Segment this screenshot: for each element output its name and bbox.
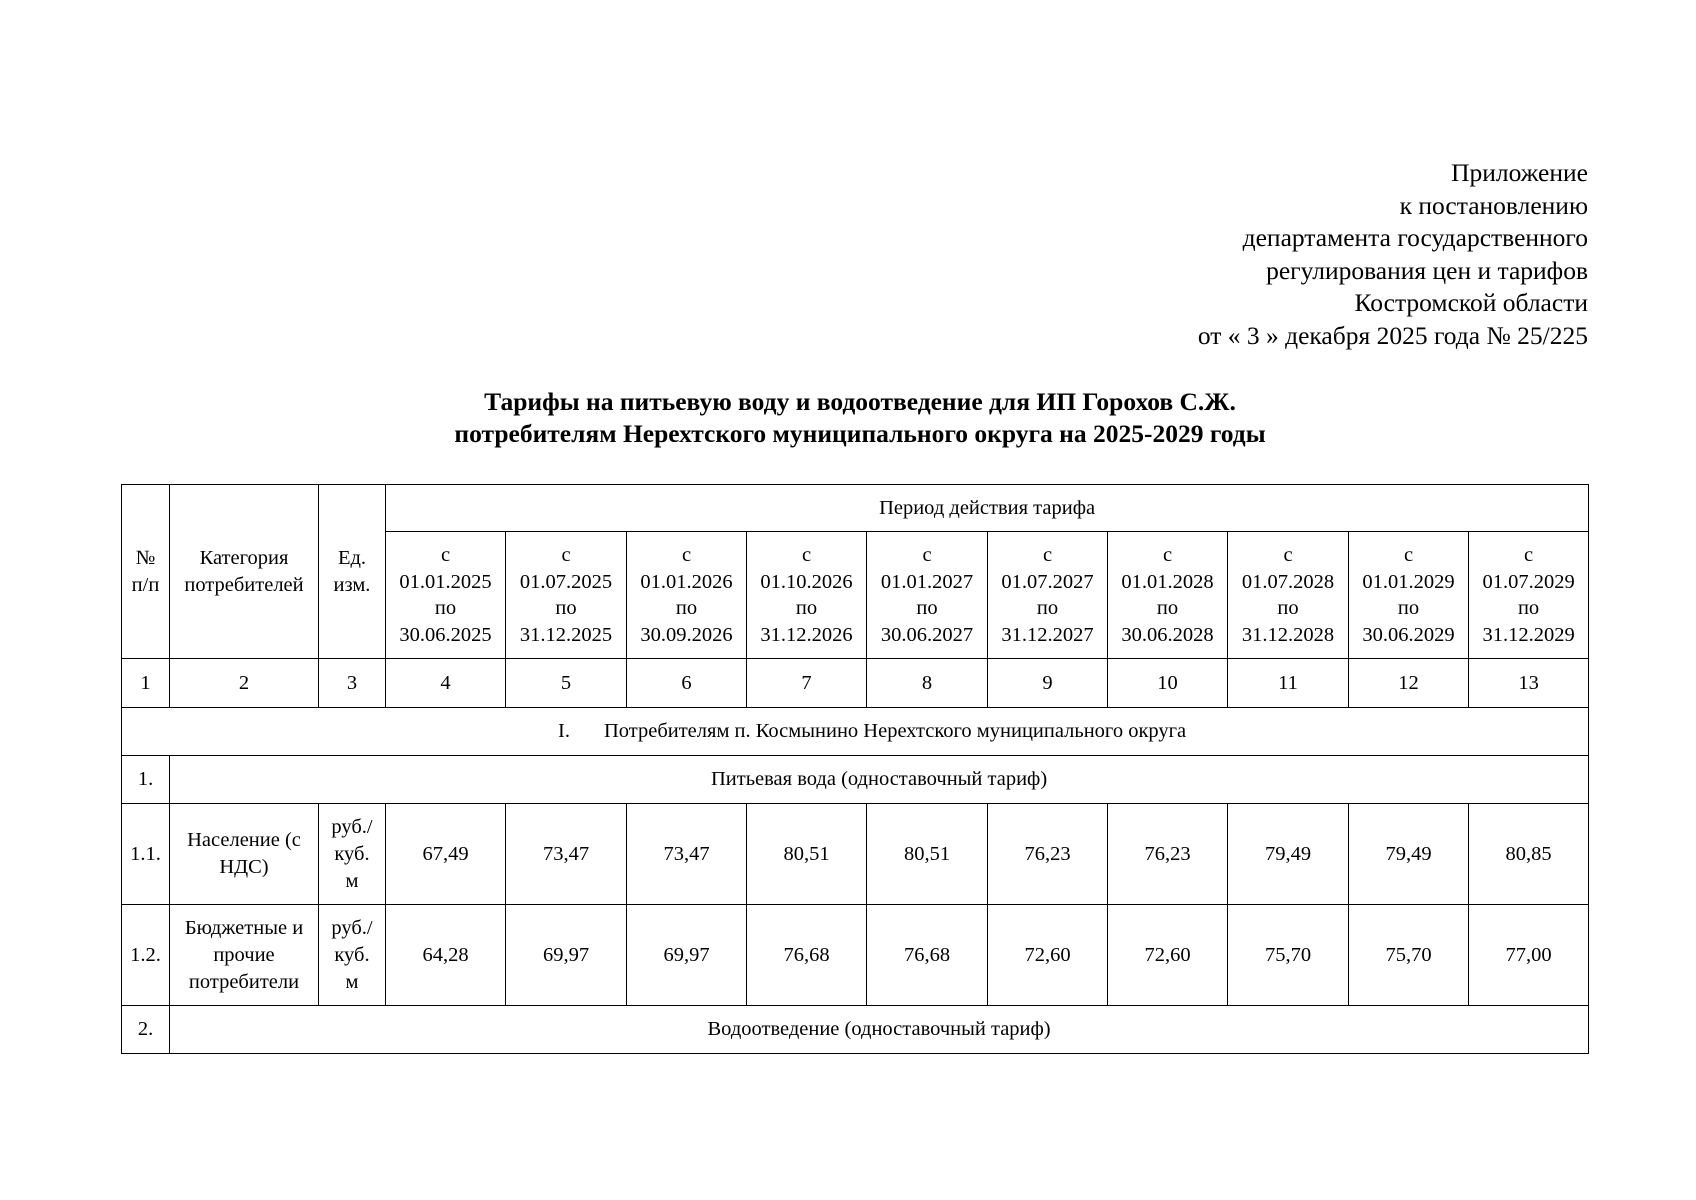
subsection-row [122, 1006, 1589, 1054]
period-from: 01.10.2026 [760, 570, 853, 593]
period-to-prefix: по [1036, 597, 1059, 619]
period-from-prefix: с [922, 544, 932, 566]
approval-line: Приложение [1451, 158, 1588, 187]
table-row [122, 804, 1589, 905]
header-no-line: п/п [131, 573, 160, 596]
column-number: 10 [1108, 659, 1228, 708]
tariff-value: 76,23 [988, 804, 1108, 905]
tariff-value: 72,60 [988, 905, 1108, 1006]
subsection-label: Водоотведение (одноставочный тариф) [170, 1006, 1589, 1054]
period-from-prefix: с [561, 544, 571, 566]
tariff-value: 80,51 [867, 804, 988, 905]
approval-line: Костромской области [1354, 288, 1588, 317]
period-from: 01.01.2026 [640, 570, 733, 593]
period-to-prefix: по [916, 597, 938, 619]
header-no [122, 485, 170, 659]
approval-line: к постановлению [1399, 190, 1588, 220]
period-to-prefix: по [434, 597, 457, 619]
row-no: 1.2. [122, 905, 170, 1006]
tariff-value: 73,47 [627, 804, 747, 905]
period-to: 31.12.2027 [1001, 623, 1094, 646]
subsection-row [122, 756, 1589, 804]
header-category [170, 485, 319, 659]
tariff-value: 80,51 [747, 804, 867, 905]
column-number: 11 [1228, 659, 1349, 708]
period-to: 30.09.2026 [640, 623, 733, 646]
header-category-line: Категория [199, 546, 289, 569]
period-from-prefix: с [681, 544, 692, 566]
header-row-period [122, 485, 1589, 532]
period-cell [386, 532, 506, 659]
row-category [170, 905, 319, 1006]
subsection-no: 2. [122, 1006, 170, 1054]
tariff-value: 72,60 [1108, 905, 1228, 1006]
period-to: 31.12.2029 [1482, 623, 1575, 646]
column-number: 7 [747, 659, 867, 708]
tariff-value: 77,00 [1469, 905, 1589, 1006]
row-unit-line: руб./ [331, 815, 373, 838]
tariff-value: 79,49 [1228, 804, 1349, 905]
period-cell [1469, 532, 1589, 659]
period-cell [747, 532, 867, 659]
row-unit-line: куб. [334, 943, 370, 966]
period-to-prefix: по [1517, 597, 1540, 619]
tariff-value: 67,49 [386, 804, 506, 905]
section-numeral: I. [558, 720, 570, 742]
period-from: 01.01.2028 [1121, 570, 1214, 593]
subsection-label: Питьевая вода (одноставочный тариф) [170, 756, 1589, 804]
period-to-prefix: по [555, 597, 577, 619]
column-number: 1 [122, 659, 170, 708]
header-unit-line: изм. [333, 573, 371, 596]
approval-line: департамента государственного [1242, 223, 1588, 252]
period-to-prefix: по [675, 597, 698, 619]
period-from-prefix: с [440, 544, 451, 566]
tariff-value: 69,97 [627, 905, 747, 1006]
period-to-prefix: по [1277, 597, 1299, 619]
column-number: 13 [1469, 659, 1589, 708]
period-to: 31.12.2026 [760, 623, 853, 646]
tariff-value: 80,85 [1469, 804, 1589, 905]
period-cell [867, 532, 988, 659]
row-category-line: НДС) [219, 856, 269, 878]
column-number: 8 [867, 659, 988, 708]
column-number: 9 [988, 659, 1108, 708]
section-heading [122, 708, 1589, 756]
header-no-line: № [135, 546, 156, 569]
period-from: 01.07.2027 [1001, 570, 1094, 593]
period-from: 01.07.2029 [1482, 570, 1575, 593]
period-to-prefix: по [1156, 597, 1179, 619]
tariff-value: 64,28 [386, 905, 506, 1006]
tariff-value: 75,70 [1228, 905, 1349, 1006]
period-from: 01.01.2029 [1362, 570, 1455, 593]
period-to: 30.06.2025 [399, 623, 492, 646]
row-unit-line: куб. [334, 842, 370, 865]
period-from-prefix: с [1403, 544, 1414, 566]
tariff-value: 76,68 [747, 905, 867, 1006]
column-number: 3 [319, 659, 386, 708]
column-number: 6 [627, 659, 747, 708]
period-cell [627, 532, 747, 659]
period-from-prefix: с [1162, 544, 1173, 566]
period-from: 01.07.2025 [519, 570, 613, 593]
column-number-row [122, 659, 1589, 708]
period-to: 31.12.2025 [519, 623, 613, 646]
row-category-line: прочие [213, 943, 275, 966]
header-unit [319, 485, 386, 659]
row-unit-line: м [345, 970, 359, 993]
tariff-value: 76,68 [867, 905, 988, 1006]
header-unit-line: Ед. [337, 546, 367, 569]
row-unit-line: руб./ [331, 916, 373, 939]
row-category-line: Население (с [187, 829, 301, 851]
period-from-prefix: с [1524, 544, 1534, 566]
period-from: 01.01.2025 [399, 570, 492, 593]
approval-line: регулирования цен и тарифов [1266, 255, 1588, 285]
column-number: 4 [386, 659, 506, 708]
period-to-prefix: по [795, 597, 818, 619]
document-title [0, 386, 1696, 450]
row-unit-line: м [345, 869, 359, 892]
period-cell [506, 532, 627, 659]
row-unit [319, 804, 386, 905]
title-line: потребителям Нерехтского муниципального округа на 2025-2029 годы [454, 419, 1266, 448]
row-no: 1.1. [122, 804, 170, 905]
period-cell [988, 532, 1108, 659]
header-period: Период действия тарифа [386, 485, 1589, 532]
period-cell [1349, 532, 1469, 659]
table-row [122, 905, 1589, 1006]
tariff-value: 79,49 [1349, 804, 1469, 905]
period-from-prefix: с [801, 544, 812, 566]
period-to-prefix: по [1397, 597, 1420, 619]
column-number: 2 [170, 659, 319, 708]
tariff-value: 73,47 [506, 804, 627, 905]
period-cell [1108, 532, 1228, 659]
period-to: 31.12.2028 [1241, 623, 1335, 646]
row-category [170, 804, 319, 905]
row-unit [319, 905, 386, 1006]
title-line: Тарифы на питьевую воду и водоотведение для ИП Горохов С.Ж. [484, 387, 1236, 416]
approval-block [1198, 157, 1588, 352]
period-to: 30.06.2029 [1362, 623, 1455, 646]
period-to: 30.06.2028 [1121, 623, 1214, 646]
period-to: 30.06.2027 [880, 623, 974, 646]
column-number: 12 [1349, 659, 1469, 708]
tariff-value: 76,23 [1108, 804, 1228, 905]
tariff-table [121, 484, 1589, 1054]
tariff-value: 69,97 [506, 905, 627, 1006]
approval-date-number: от « 3 » декабря 2025 года № 25/225 [1197, 320, 1588, 350]
period-from-prefix: с [1042, 544, 1053, 566]
row-category-line: потребители [188, 970, 300, 993]
period-cell [1228, 532, 1349, 659]
column-number: 5 [506, 659, 627, 708]
section-row [122, 708, 1589, 756]
subsection-no: 1. [122, 756, 170, 804]
tariff-value: 75,70 [1349, 905, 1469, 1006]
row-category-line: Бюджетные и [184, 916, 304, 939]
section-text: Потребителям п. Космынино Нерехтского муниципального округа [603, 720, 1187, 742]
header-category-line: потребителей [184, 573, 304, 596]
period-from: 01.01.2027 [880, 570, 974, 593]
period-from: 01.07.2028 [1241, 570, 1335, 593]
period-from-prefix: с [1283, 544, 1293, 566]
